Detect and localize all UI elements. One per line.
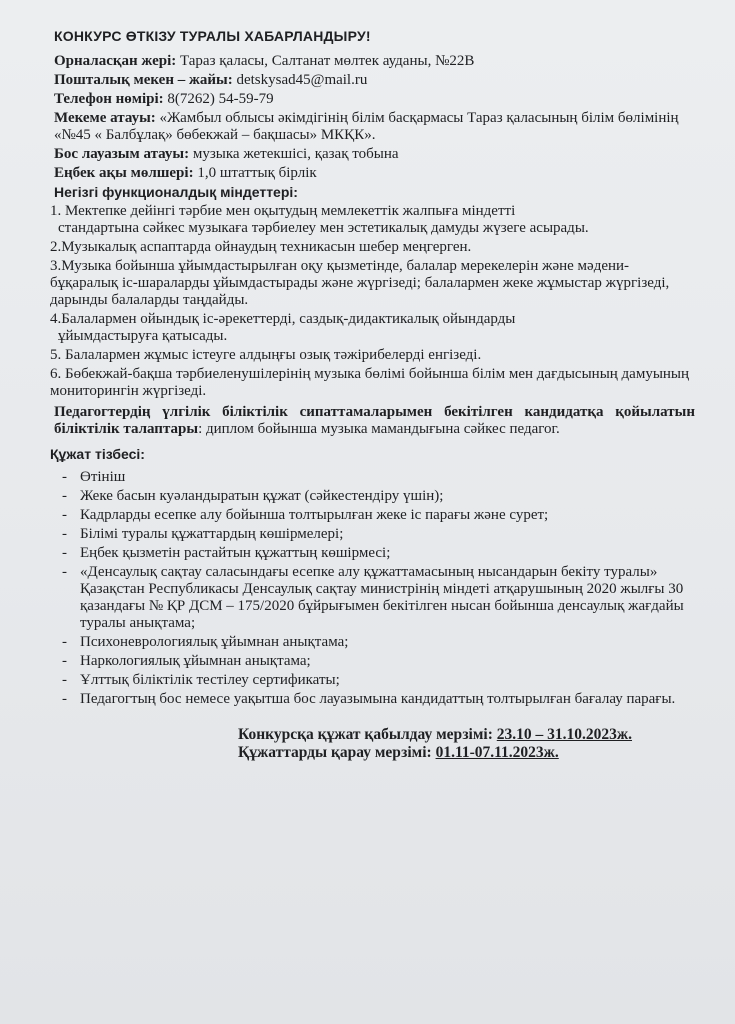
list-item <box>50 469 695 486</box>
deadline-review-label: Құжаттарды қарау мерзімі: <box>238 744 436 761</box>
dash-bullet: - <box>62 507 67 523</box>
location-line <box>54 53 695 70</box>
salary-line <box>54 165 695 182</box>
duty-text-continued: ұйымдастыруға қатысады. <box>58 328 228 344</box>
duty-text: 1. Мектепке дейінгі тәрбие мен оқытудың мемлекеттік жалпыға міндетті <box>50 203 516 219</box>
duty-text: 3.Музыка бойынша ұйымдастырылған оқу қызметінде, балалар мерекелерін және мәдени- бұқаралық іс-шараларды ұйымдастырады және жүргізеді; балалармен жеке жұмыстар жүргізеді, дарынды балаларды таңдайды. <box>50 258 670 308</box>
document-text: «Денсаулық сақтау саласындағы есепке алу құжаттамасының нысандарын бекіту туралы» Қазақстан Республикасы Денсаулық сақтау министрінің міндеті атқарушының 2020 жылғы 30 қазандағы № ҚР ДСМ – 175/2020 бұйрығымен бекітілген нысан бойынша денсаулық жағдайы туралы анықтама; <box>80 564 684 631</box>
duty-text: 5. Балалармен жұмыс істеуге алдыңғы озық тәжірибелерді енгізеді. <box>50 347 482 363</box>
document-text: Өтініш <box>80 469 126 485</box>
document-text: Кадрларды есепке алу бойынша толтырылған жеке іс парағы және сурет; <box>80 507 549 523</box>
list-item <box>50 691 695 708</box>
requirements-paragraph <box>54 404 695 438</box>
dash-bullet: - <box>62 634 67 650</box>
vacancy-line <box>54 146 695 163</box>
institution-value: «Жамбыл облысы әкімдігінің білім басқармасы Тараз қаласының білім бөлімінің «№45 « Балбұлақ» бөбекжай – бақшасы» МКҚК». <box>54 110 679 143</box>
postal-label: Пошталық мекен – жайы: <box>54 72 233 88</box>
deadline-accept-label: Конкурсқа құжат қабылдау мерзімі: <box>238 726 497 743</box>
duty-item <box>50 258 695 309</box>
documents-list <box>50 469 695 708</box>
duty-item <box>50 203 695 237</box>
dash-bullet: - <box>62 488 67 504</box>
postal-line <box>54 72 695 89</box>
vacancy-label: Бос лауазым атауы: <box>54 146 190 162</box>
document-text: Психоневрологиялық ұйымнан анықтама; <box>80 634 349 650</box>
duty-item <box>50 366 695 400</box>
list-item <box>50 507 695 524</box>
salary-label: Еңбек ақы мөлшері: <box>54 165 194 181</box>
deadline-accept-line <box>238 726 695 743</box>
document-text: Наркологиялық ұйымнан анықтама; <box>80 653 311 669</box>
dash-bullet: - <box>62 653 67 669</box>
requirements-value: : диплом бойынша музыка мамандығына сәйкес педагог. <box>198 421 560 437</box>
phone-value: 8(7262) 54-59-79 <box>163 91 274 107</box>
duties-heading: Негізгі функционалдық міндеттері: <box>54 184 298 200</box>
list-item <box>50 526 695 543</box>
list-item <box>50 488 695 505</box>
list-item <box>50 634 695 651</box>
duty-text-continued: стандартына сәйкес музыкаға тәрбиелеу мен эстетикалық дамуды жүзеге асырады. <box>58 220 589 236</box>
list-item <box>50 545 695 562</box>
location-value: Тараз қаласы, Салтанат мөлтек ауданы, №22В <box>176 53 475 69</box>
duty-item <box>50 347 695 364</box>
document-text: Білімі туралы құжаттардың көшірмелері; <box>80 526 344 542</box>
documents-heading: Құжат тізбесі: <box>50 446 145 462</box>
salary-value: 1,0 штаттық бірлік <box>193 165 317 181</box>
requirements-label: Педагогтердің үлгілік біліктілік сипаттамаларымен бекітілген кандидатқа қойылатын біліктілік талаптары <box>54 404 695 437</box>
list-item <box>50 653 695 670</box>
institution-label: Мекеме атауы: <box>54 110 156 126</box>
deadline-review-line <box>238 744 695 761</box>
list-item <box>50 672 695 689</box>
duties-list <box>50 203 695 400</box>
dash-bullet: - <box>62 526 67 542</box>
document-text: Еңбек қызметін растайтын құжаттың көшірмесі; <box>80 545 391 561</box>
duty-item <box>50 311 695 345</box>
duty-text: 6. Бөбекжай-бақша тәрбиеленушілерінің музыка бөлімі бойынша білім мен дағдысының дамуының мониторингін жүргізеді. <box>50 366 690 399</box>
deadlines-block <box>50 726 695 761</box>
dash-bullet: - <box>62 469 67 485</box>
document-text: Педагогтың бос немесе уақытша бос лауазымына кандидаттың толтырылған бағалау парағы. <box>80 691 676 707</box>
duty-text: 2.Музыкалық аспаптарда ойнаудың техникасын шебер меңгерген. <box>50 239 472 255</box>
vacancy-value: музыка жетекшісі, қазақ тобына <box>189 146 399 162</box>
phone-line <box>54 91 695 108</box>
phone-label: Телефон нөмірі: <box>54 91 164 107</box>
dash-bullet: - <box>62 672 67 688</box>
dash-bullet: - <box>62 564 67 580</box>
document-text: Жеке басын куәландыратын құжат (сәйкестендіру үшін); <box>80 488 444 504</box>
duty-item <box>50 239 695 256</box>
list-item <box>50 564 695 632</box>
deadline-review-value: 01.11-07.11.2023ж. <box>435 744 559 761</box>
page-title: КОНКУРС ӨТКІЗУ ТУРАЛЫ ХАБАРЛАНДЫРУ! <box>54 28 371 44</box>
postal-value: detskysad45@mail.ru <box>232 72 368 88</box>
deadline-accept-value: 23.10 – 31.10.2023ж. <box>496 726 633 743</box>
duty-text: 4.Балалармен ойындық іс-әрекеттерді, саздық-дидактикалық ойындарды <box>50 311 516 327</box>
document-text: Ұлттық біліктілік тестілеу сертификаты; <box>80 672 340 688</box>
institution-line <box>54 110 695 144</box>
dash-bullet: - <box>62 691 67 707</box>
location-label: Орналасқан жері: <box>54 53 177 69</box>
dash-bullet: - <box>62 545 67 561</box>
